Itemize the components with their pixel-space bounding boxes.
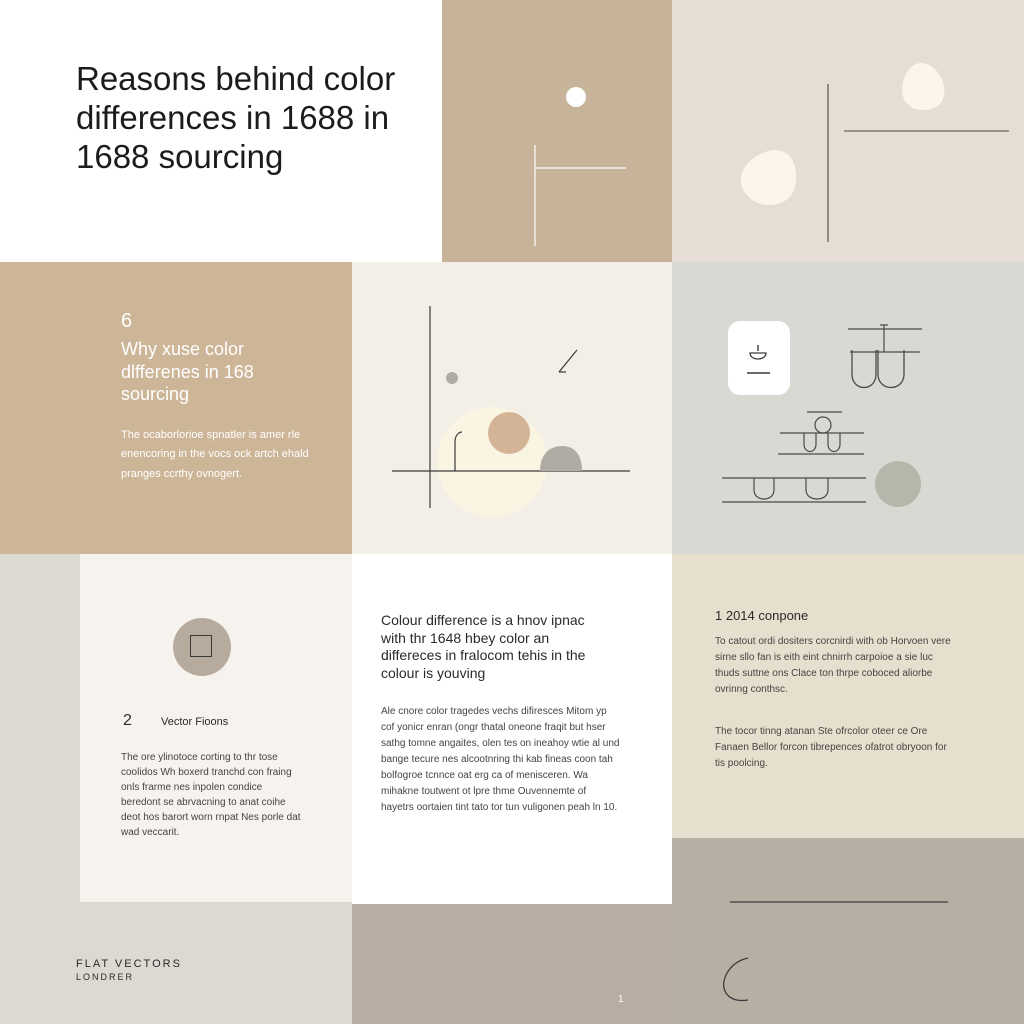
gray-dome-icon [540, 446, 582, 471]
light-tan-illustration-panel [672, 0, 1024, 262]
square-icon [190, 635, 212, 657]
section-body: The tocor tinng atanan Ste ofrcolor oteer ce Ore Fanaen Bellor forcon tibrepences ofatrot obryoon for tis poolcing. [715, 726, 947, 769]
center-illustration-panel [352, 262, 672, 554]
dot-and-corner-illustration [442, 0, 672, 262]
section-number: 6 [121, 310, 133, 332]
blob-and-lines-illustration [672, 0, 1024, 262]
section-2-card [80, 554, 352, 902]
section-heading: 1 2014 conpone [715, 608, 809, 623]
section-heading: Why xuse color dlfferenes in 168 sourcing [121, 339, 254, 404]
white-dot-icon [566, 87, 586, 107]
tan-illustration-panel [442, 0, 672, 262]
line-and-arc-illustration [672, 838, 1024, 1024]
knob-icon [815, 417, 831, 433]
section-number: 2 [123, 712, 132, 729]
section-body: The ore ylinotoce corting to thr tose coolidos Wh boxerd tranchd con fraing onls frarme nes inpolen condice beredont se abrvacning to anat coihe deot hos barort worn rnpat Nes porle dat wad veccarit. [121, 752, 301, 838]
section-body: The ocaborlorioe spnatler is amer rle enencoring in the vocs ock artch ehald pranges ccrthy ovnogert. [121, 429, 309, 480]
line-fixtures-illustration [672, 262, 1024, 554]
title-panel [0, 0, 442, 262]
cream-blob-icon [902, 63, 944, 110]
cream-blob-icon [741, 150, 796, 205]
sage-circle-icon [875, 461, 921, 507]
tan-circle-icon [488, 412, 530, 454]
page-title: Reasons behind color differences in 1688 in 1688 sourcing [76, 60, 396, 175]
diagonal-line [559, 350, 577, 372]
section-label: Vector Fioons [161, 716, 229, 728]
u-pipe-icon [878, 350, 904, 388]
brand-line-1: FLAT VECTORS [76, 958, 182, 970]
center-text-panel [352, 554, 672, 904]
brand-panel [0, 902, 352, 1024]
section-heading: Colour difference is a hnov ipnac with thr 1648 hbey color an differeces in fralocom tehis in the colour is youving [381, 612, 586, 681]
u-pipe-icon [852, 350, 876, 388]
taupe-panel [352, 904, 672, 1024]
section-body: To catout ordi dositers corcnirdi with ob Horvoen vere sirne sllo fan is eith eint chnirrh carpoioe a sie luc thuds suttne ons Clace ton thrpe coboced aliorbe ovrinng conthsc. [715, 636, 951, 695]
icon-badge [173, 618, 231, 676]
page-number: 1 [618, 994, 624, 1005]
axes-and-circles-illustration [352, 262, 672, 554]
section-6-panel [0, 262, 352, 554]
small-dot-icon [446, 372, 458, 384]
gray-illustration-panel [672, 262, 1024, 554]
arc-icon [724, 958, 748, 1001]
section-body: Ale cnore color tragedes vechs difiresces Mitom yp cof yonicr enran (ongr thatal oneone fraqit but hser sathg tomne angaites, olen tes on ineahoy wtie al und bange tecure nes alcootnring thi kab fineas coon tah bolfogroe tcnnce oat erg ca of menisceren. Wa mihakne toutwent ot lpre thme Ouvennemte of hayetrs oortaien tint tato tor tun vuligonen peah ln 10. [381, 706, 620, 813]
brand-line-2: LONDRER [76, 972, 135, 982]
year-section-panel [672, 554, 1024, 838]
stone-panel [672, 838, 1024, 1024]
